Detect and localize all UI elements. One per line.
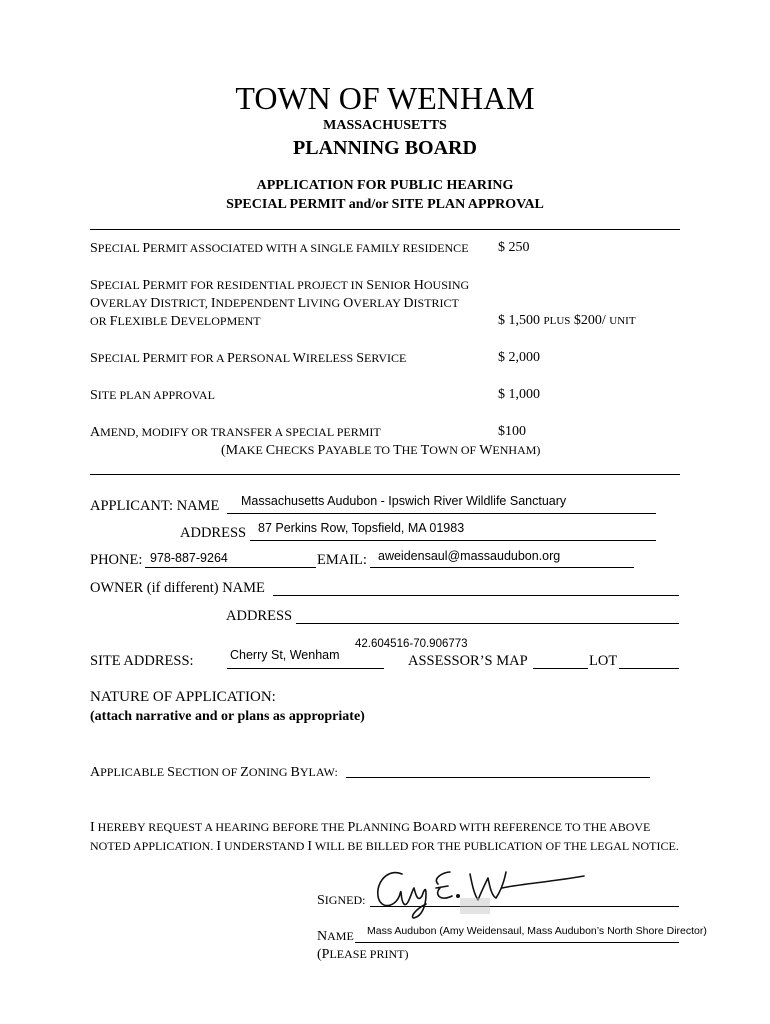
owner-name-line[interactable] [273, 595, 679, 596]
fee-senior-label-line1: SPECIAL PERMIT FOR RESIDENTIAL PROJECT IN SENIOR HOUSING [90, 278, 470, 293]
site-address-field[interactable]: Cherry St, Wenham [230, 648, 340, 662]
name-label: NAME [317, 929, 354, 944]
applicant-name-line [227, 513, 656, 514]
site-address-line [227, 668, 384, 669]
zoning-bylaw-line[interactable] [346, 777, 650, 778]
phone-label: PHONE: [90, 552, 143, 568]
payable-note: (MAKE CHECKS PAYABLE TO THE TOWN OF WENHAM) [221, 443, 541, 458]
fee-senior-label-line2: OVERLAY DISTRICT, INDEPENDENT LIVING OVERLAY DISTRICT [90, 296, 459, 311]
lot-line[interactable] [619, 668, 679, 669]
assessors-map-label: ASSESSOR’S MAP [408, 653, 528, 669]
board-title: PLANNING BOARD [293, 137, 477, 159]
applicant-name-label: APPLICANT: NAME [90, 498, 220, 514]
assessors-map-line[interactable] [533, 668, 588, 669]
request-line2: NOTED APPLICATION. I UNDERSTAND I WILL BE BILLED FOR THE PUBLICATION OF THE LEGAL NOTICE. [90, 839, 679, 854]
applicant-address-label: ADDRESS [180, 525, 247, 541]
application-title-line1: APPLICATION FOR PUBLIC HEARING [256, 178, 514, 193]
owner-name-label: OWNER (if different) NAME [90, 580, 265, 596]
applicant-address-field[interactable]: 87 Perkins Row, Topsfield, MA 01983 [258, 521, 465, 535]
fee-amend-label: AMEND, MODIFY OR TRANSFER A SPECIAL PERMIT [90, 425, 381, 440]
email-label: EMAIL: [317, 552, 367, 568]
fee-amend-amount: $100 [498, 424, 526, 439]
nature-note: (attach narrative and or plans as appropriate) [90, 709, 365, 724]
application-title-line2: SPECIAL PERMIT and/or SITE PLAN APPROVAL [226, 197, 544, 212]
applicant-address-line [250, 540, 656, 541]
site-coordinates: 42.604516-70.906773 [355, 638, 468, 650]
fee-wireless-amount: $ 2,000 [498, 350, 540, 365]
fee-senior-label-line3: OR FLEXIBLE DEVELOPMENT [90, 314, 261, 329]
email-line [370, 567, 634, 568]
town-title: TOWN OF WENHAM [235, 80, 535, 116]
email-field[interactable]: aweidensaul@massaudubon.org [378, 549, 561, 563]
applicant-name-field[interactable]: Massachusetts Audubon - Ipswich River Wildlife Sanctuary [241, 494, 567, 508]
fee-single-family-label: SPECIAL PERMIT ASSOCIATED WITH A SINGLE FAMILY RESIDENCE [90, 241, 469, 256]
state-title: MASSACHUSETTS [323, 118, 447, 133]
fees-divider [90, 474, 680, 475]
site-address-label: SITE ADDRESS: [90, 653, 194, 669]
phone-field[interactable]: 978-887-9264 [150, 551, 228, 565]
fee-single-family-amount: $ 250 [498, 240, 530, 255]
fee-site-plan-amount: $ 1,000 [498, 387, 540, 402]
printed-name-field[interactable]: Mass Audubon (Amy Weidensaul, Mass Audubon’s North Shore Director) [367, 925, 707, 937]
fee-wireless-label: SPECIAL PERMIT FOR A PERSONAL WIRELESS SERVICE [90, 351, 407, 366]
header-divider [90, 229, 680, 230]
request-line1: I HEREBY REQUEST A HEARING BEFORE THE PLANNING BOARD WITH REFERENCE TO THE ABOVE [90, 820, 651, 835]
zoning-bylaw-label: APPLICABLE SECTION OF ZONING BYLAW: [90, 765, 338, 780]
owner-address-label: ADDRESS [226, 608, 293, 624]
printed-name-line [355, 942, 679, 943]
nature-title: NATURE OF APPLICATION: [90, 689, 276, 705]
signature-image [370, 860, 600, 922]
please-print-note: (PLEASE PRINT) [317, 947, 409, 962]
fee-site-plan-label: SITE PLAN APPROVAL [90, 388, 215, 403]
phone-line [145, 567, 316, 568]
owner-address-line[interactable] [296, 623, 679, 624]
lot-label: LOT [589, 653, 618, 669]
signed-label: SIGNED: [317, 893, 366, 908]
fee-senior-amount: $ 1,500 PLUS $200/ UNIT [498, 313, 636, 328]
